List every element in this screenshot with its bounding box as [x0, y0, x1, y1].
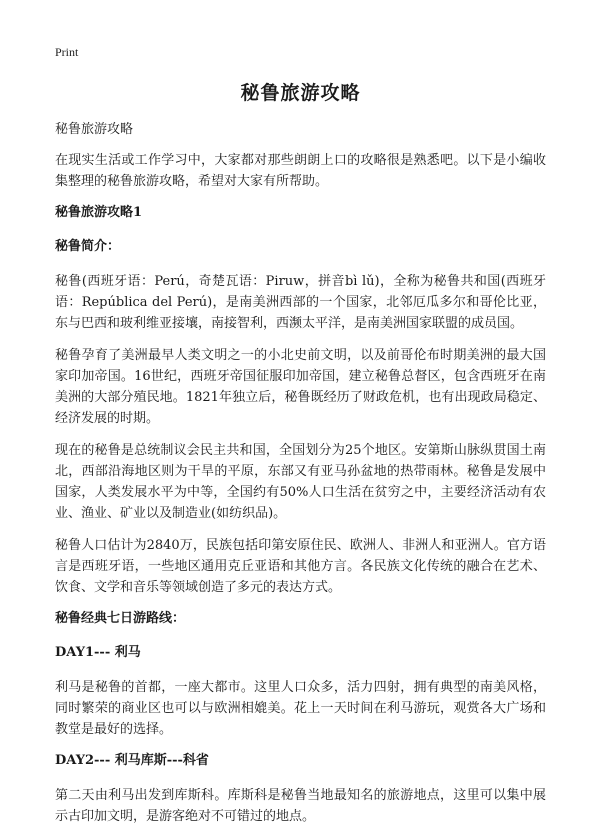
article-subtitle: 秘鲁旅游攻略	[55, 122, 134, 137]
section-heading-guide-1: 秘鲁旅游攻略1	[55, 205, 143, 220]
section-heading-route: 秘鲁经典七日游路线：	[55, 611, 186, 626]
section-heading-overview: 秘鲁简介：	[55, 239, 121, 254]
day2-paragraph: 第二天由利马出发到库斯科。库斯科是秘鲁当地最知名的旅游地点，这里可以集中展示古印加文明，是游客绝对不可错过的地点。	[55, 788, 546, 824]
day2-heading: DAY2--- 利马库斯---科省	[55, 753, 209, 768]
overview-paragraph-4: 秘鲁人口估计为2840万，民族包括印第安原住民、欧洲人、非洲人和亚洲人。官方语言是西班牙语，一些地区通用克丘亚语和其他方言。各民族文化传统的融合在艺术、饮食、文学和音乐等领域创造了多元的表达方式。	[55, 538, 546, 595]
print-link[interactable]: Print	[55, 45, 79, 59]
page-title: 秘鲁旅游攻略	[240, 82, 361, 104]
overview-paragraph-2: 秘鲁孕育了美洲最早人类文明之一的小北史前文明，以及前哥伦布时期美洲的最大国家印加帝国。16世纪，西班牙帝国征服印加帝国，建立秘鲁总督区，包含西班牙在南美洲的大部分殖民地。1821年独立后，秘鲁既经历了财政危机，也有出现政局稳定、经济发展的时期。	[55, 348, 546, 426]
day1-paragraph: 利马是秘鲁的首都，一座大都市。这里人口众多，活力四射，拥有典型的南美风格，同时繁荣的商业区也可以与欧洲相媲美。花上一天时间在利马游玩，观赏各大广场和教堂是最好的选择。	[55, 680, 546, 737]
day1-heading: DAY1--- 利马	[55, 645, 141, 660]
overview-paragraph-3: 现在的秘鲁是总统制议会民主共和国，全国划分为25个地区。安第斯山脉纵贯国土南北，西部沿海地区则为干旱的平原，东部又有亚马孙盆地的热带雨林。秘鲁是发展中国家，人类发展水平为中等，全国约有50%人口生活在贫穷之中，主要经济活动有农业、渔业、矿业以及制造业(如纺织品)。	[55, 443, 546, 521]
intro-paragraph: 在现实生活或工作学习中，大家都对那些朗朗上口的攻略很是熟悉吧。以下是小编收集整理的秘鲁旅游攻略，希望对大家有所帮助。	[55, 153, 546, 189]
overview-paragraph-1: 秘鲁(西班牙语：Perú，奇楚瓦语：Piruw，拼音bì lǔ)，全称为秘鲁共和国(西班牙语：República del Perú)，是南美洲西部的一个国家，北邻厄瓜多尔和哥伦比亚，东与巴西和玻利维亚接壤，南接智利，西濒太平洋，是南美洲国家联盟的成员国。	[55, 274, 546, 331]
